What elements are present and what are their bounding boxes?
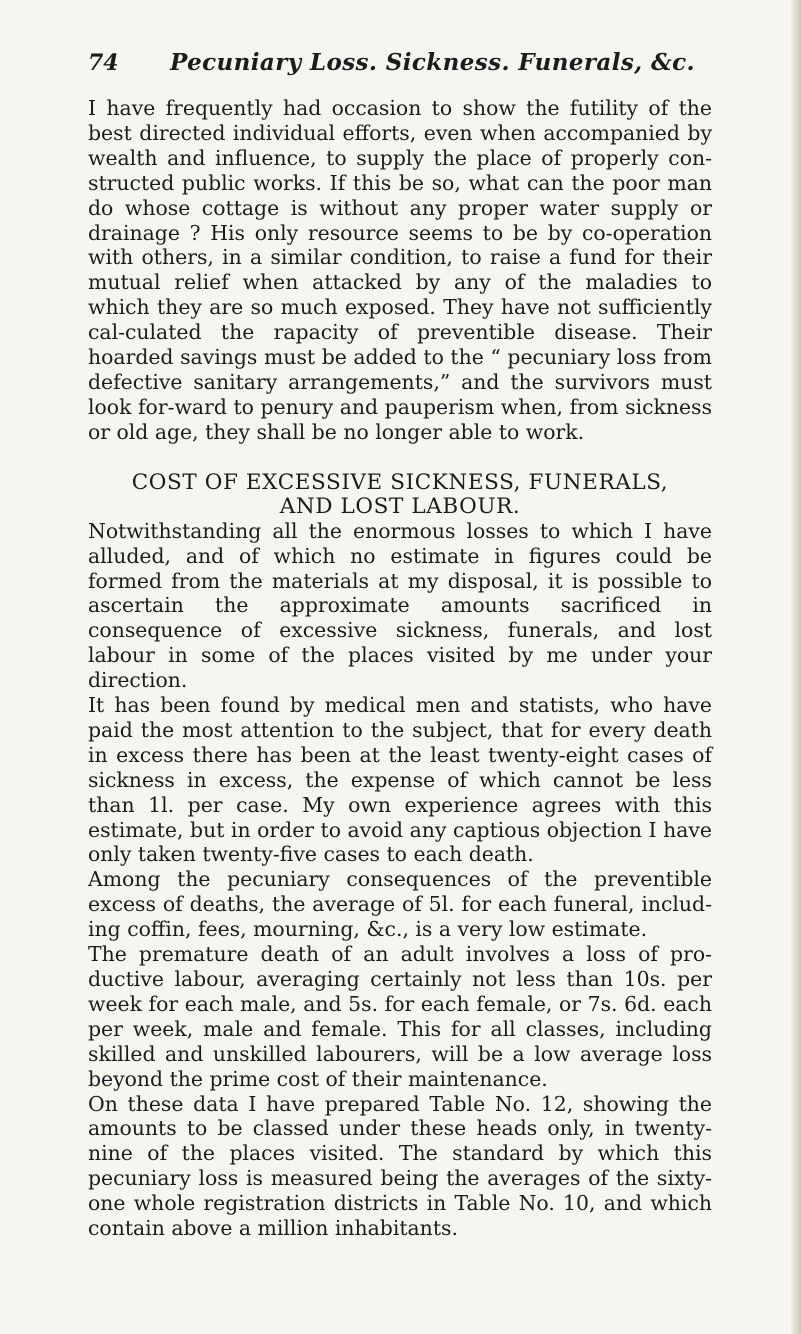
paragraph-table-12: On these data I have prepared Table No. 12, showing the amounts to be classed under these heads only, in twenty-nine of the places visited. The standard by which this pecuniary loss is measured being the averages of the sixty-one whole registration districts in Table No. 10, and which contain above a million inhabitants. [88,1091,712,1241]
section-heading-line-1: COST OF EXCESSIVE SICKNESS, FUNERALS, [131,469,669,495]
running-title: Pecuniary Loss. Sickness. Funerals, &c. [170,49,695,76]
paragraph-lost-labour: The premature death of an adult involves a loss of pro-ductive labour, averaging certainly not less than 10s. per week for each male, and 5s. for each female, or 7s. 6d. each per week, male and female. This for all classes, including skilled and unskilled labourers, will be a low average loss beyond the prime cost of their maintenance. [88,942,712,1091]
paragraph-medical-men: It has been found by medical men and statists, who have paid the most attention to the subject, that for every death in excess there has been at the least twenty-eight cases of sickness in excess, the expense of which cannot be less than 1l. per case. My own experience agrees with this estimate, but in order to avoid any captious objection I have only taken twenty-five cases to each death. [88,693,712,867]
page-number: 74 [88,50,119,76]
paragraph-notwithstanding: Notwithstanding all the enormous losses to which I have alluded, and of which no estimate in figures could be formed from the materials at my disposal, it is possible to ascertain the approximate amounts sacrificed in consequence of excessive sickness, funerals, and lost labour in some of the places visited by me under your direction. [88,518,712,693]
page-header [88,48,728,82]
section-heading [88,471,712,519]
paragraph-futility: I have frequently had occasion to show the futility of the best directed individual efforts, even when accompanied by wealth and influence, to supply the place of properly con-structed public works. If this be so, what can the poor man do whose cottage is without any proper water supply or drainage ? His only resource seems to be by co-operation with others, in a similar condition, to raise a fund for their mutual relief when attacked by any of the maladies to which they are so much exposed. They have not sufficiently cal-culated the rapacity of preventible disease. Their hoarded savings must be added to the “ pecuniary loss from defective sanitary arrangements,” and the survivors must look for-ward to penury and pauperism when, from sickness or old age, they shall be no longer able to work. [88,96,712,444]
page-edge-shadow [791,0,801,1334]
paragraph-funeral-cost: Among the pecuniary consequences of the preventible excess of deaths, the average of 5l. for each funeral, includ-ing coffin, fees, mourning, &c., is a very low estimate. [88,867,712,942]
section-heading-line-2: AND LOST LABOUR. [279,493,521,519]
page-body [88,96,712,1241]
